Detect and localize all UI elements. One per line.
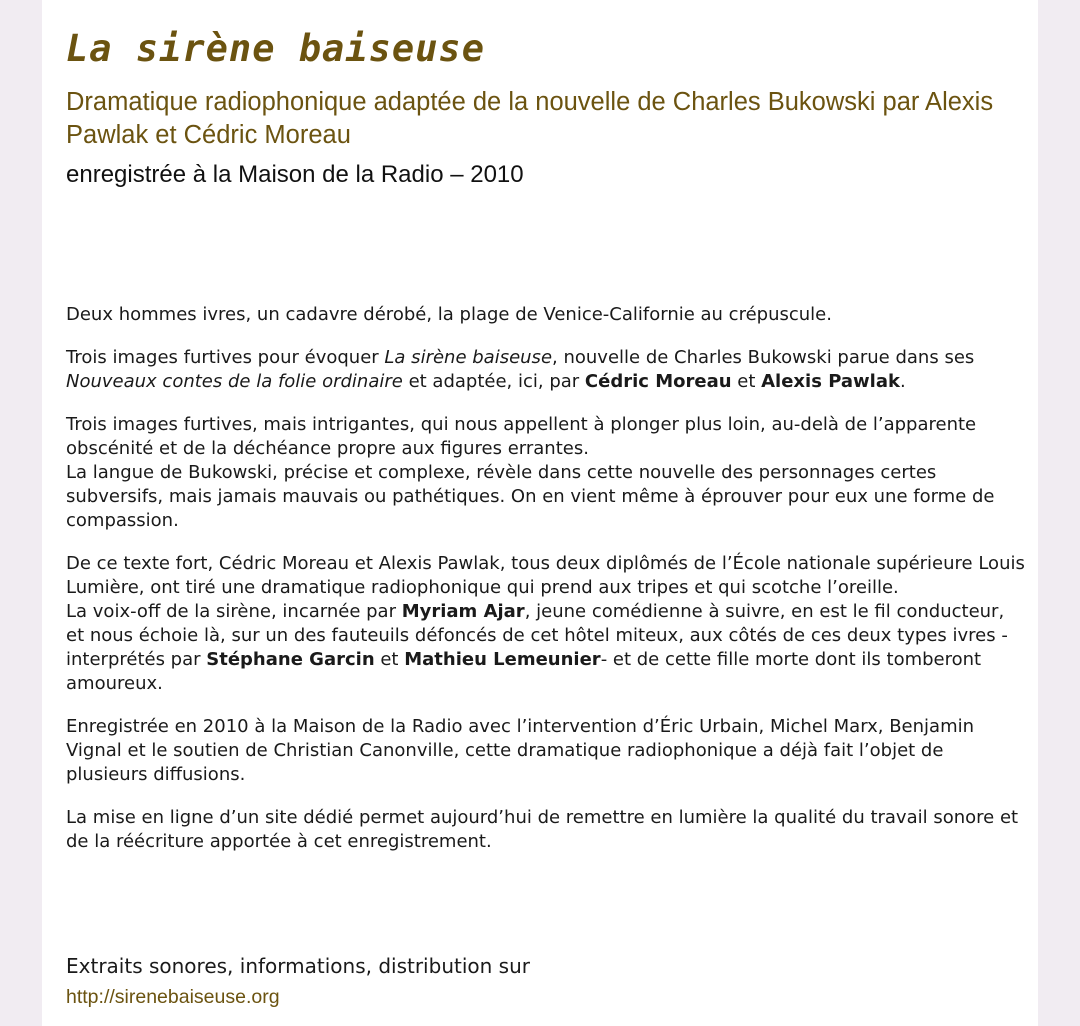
- recording-info: enregistrée à la Maison de la Radio – 2010: [66, 161, 524, 188]
- author-name: Alexis Pawlak: [761, 371, 900, 392]
- work-title: La sirène baiseuse: [384, 347, 553, 368]
- actor-name: Myriam Ajar: [401, 601, 525, 622]
- paragraph-recording: Enregistrée en 2010 à la Maison de la Radio avec l’intervention d’Éric Urbain, Michel Marx, Benjamin Vignal et le soutien de Christian Canonville, cette dramatique radiophonique a déjà fait l’objet de plusieurs diffusions.: [66, 716, 975, 785]
- subtitle: Dramatique radiophonique adaptée de la nouvelle de Charles Bukowski par Alexis Pawlak et Cédric Moreau: [66, 88, 994, 149]
- footer-text: Extraits sonores, informations, distribution sur: [66, 954, 530, 978]
- actor-name: Mathieu Lemeunier: [404, 649, 601, 670]
- text-segment: .: [899, 371, 906, 392]
- paragraph-language: [66, 413, 1026, 533]
- website-link[interactable]: http://sirenebaiseuse.org: [66, 986, 280, 1008]
- paragraph-website: La mise en ligne d’un site dédié permet aujourd’hui de remettre en lumière la qualité du travail sonore et de la réécriture apportée à cet enregistrement.: [66, 807, 1019, 852]
- text-segment: Trois images furtives pour évoquer: [66, 347, 385, 368]
- text-segment: La voix-off de la sirène, incarnée par: [66, 601, 402, 622]
- text-line: Trois images furtives, mais intrigantes, qui nous appellent à plonger plus loin, au-delà de l’apparente obscénité et de la déchéance propre aux figures errantes.: [66, 414, 977, 459]
- paragraph-cast: [66, 552, 1026, 696]
- collection-title: Nouveaux contes de la folie ordinaire: [66, 371, 403, 392]
- text-segment: , jeune comédienne à suivre, en est le fil conducteur, et nous échoie là, sur un des fauteuils défoncés de cet hôtel miteux, aux côtés de ces deux types ivres -interprétés par: [66, 601, 1008, 670]
- actor-name: Stéphane Garcin: [206, 649, 375, 670]
- text-segment: et: [374, 649, 405, 670]
- text-line: De ce texte fort, Cédric Moreau et Alexis Pawlak, tous deux diplômés de l’École nationale supérieure Louis Lumière, ont tiré une dramatique radiophonique qui prend aux tripes et qui scotche l’oreille.: [66, 553, 1025, 598]
- text-segment: et adaptée, ici, par: [402, 371, 585, 392]
- author-name: Cédric Moreau: [584, 371, 732, 392]
- page-title: La sirène baiseuse: [66, 27, 485, 70]
- article-body: [66, 303, 1026, 873]
- paragraph-images: [66, 346, 1026, 394]
- paragraph-intro: Deux hommes ivres, un cadavre dérobé, la plage de Venice-Californie au crépuscule.: [66, 304, 832, 325]
- text-line: La langue de Bukowski, précise et complexe, révèle dans cette nouvelle des personnages certes subversifs, mais jamais mauvais ou pathétiques. On en vient même à éprouver pour eux une forme de compassion.: [66, 462, 995, 531]
- page-container: [42, 0, 1038, 1026]
- text-segment: , nouvelle de Charles Bukowski parue dans ses: [552, 347, 975, 368]
- text-segment: - et de cette fille morte dont ils tomberont amoureux.: [66, 649, 982, 694]
- text-segment: et: [731, 371, 762, 392]
